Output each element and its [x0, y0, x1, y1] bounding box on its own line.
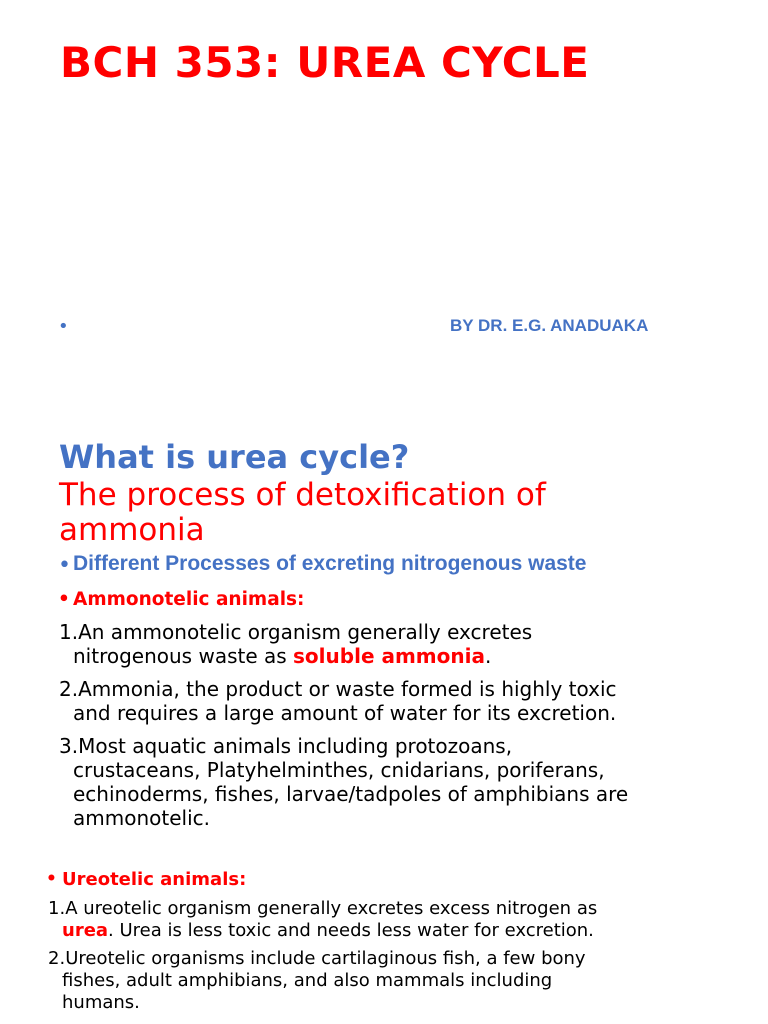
item-text: . Urea is less toxic and needs less water for excretion. — [108, 920, 594, 941]
ureotelic-bullet: • — [46, 869, 57, 889]
item-text: Ureotelic organisms include cartilaginous fish, a few bony — [65, 948, 586, 969]
item-number: 2. — [59, 677, 79, 701]
item-text: A ureotelic organism generally excretes excess nitrogen as — [65, 898, 598, 919]
item-text: ammonotelic. — [73, 806, 210, 830]
item-text: An ammonotelic organism generally excretes — [78, 620, 533, 644]
author-bullet: • — [58, 316, 69, 337]
page-title: BCH 353: UREA CYCLE — [60, 38, 590, 87]
item-text: fishes, adult amphibians, and also mammals including — [62, 970, 553, 991]
item-text: and requires a large amount of water for its excretion. — [73, 701, 617, 725]
ammonotelic-item-2 — [59, 677, 617, 725]
item-text: Ammonia, the product or waste formed is highly toxic — [78, 677, 617, 701]
ureotelic-item-2 — [48, 948, 586, 1014]
item-number: 1. — [59, 620, 79, 644]
item-text: humans. — [62, 992, 140, 1013]
item-number: 3. — [59, 734, 79, 758]
highlight-term: soluble ammonia — [293, 644, 485, 668]
item-number: 1. — [48, 898, 66, 919]
ureotelic-item-1 — [48, 898, 597, 942]
processes-heading: Different Processes of excreting nitrogenous waste — [73, 552, 587, 575]
ammonotelic-item-1 — [59, 620, 532, 668]
ammonotelic-heading: Ammonotelic animals: — [73, 589, 305, 610]
item-text: echinoderms, fishes, larvae/tadpoles of amphibians are — [73, 782, 629, 806]
author-name: BY DR. E.G. ANADUAKA — [450, 316, 649, 335]
question-heading: What is urea cycle? — [59, 438, 410, 476]
ureotelic-heading: Ureotelic animals: — [62, 869, 247, 890]
highlight-term: urea — [62, 920, 109, 941]
item-number: 2. — [48, 948, 66, 969]
item-text: Most aquatic animals including protozoans, — [78, 734, 513, 758]
item-text: crustaceans, Platyhelminthes, cnidarians, poriferans, — [73, 758, 605, 782]
processes-bullet: • — [58, 553, 71, 578]
item-text: nitrogenous waste as — [73, 644, 294, 668]
item-text: . — [484, 644, 492, 668]
question-answer: The process of detoxification of ammonia — [59, 477, 546, 548]
ammonotelic-bullet: • — [58, 589, 70, 610]
ammonotelic-item-3 — [59, 734, 628, 830]
